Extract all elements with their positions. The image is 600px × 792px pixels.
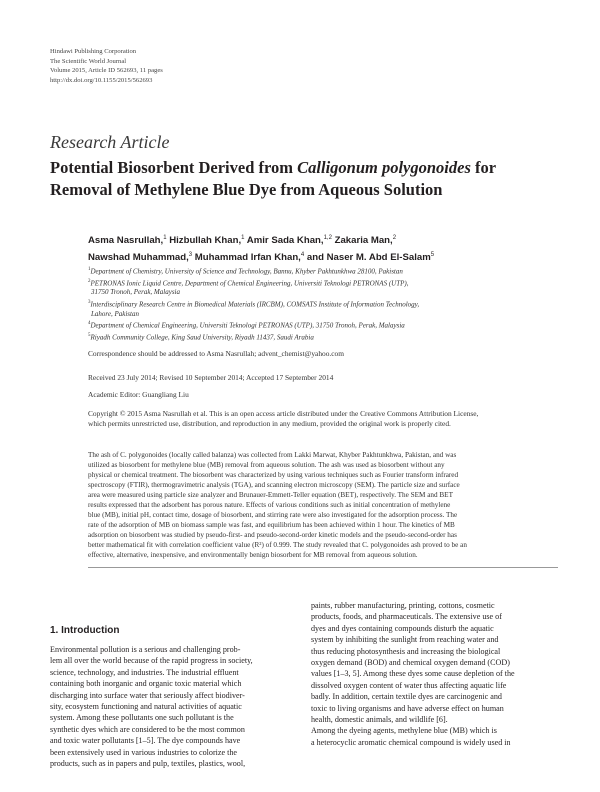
abstract (88, 450, 558, 561)
affiliation-mark: 4 (88, 321, 91, 327)
affiliation-text: Interdisciplinary Research Centre in Biomedical Materials (IRCBM), COMSATS Institute of Information Technology, (90, 300, 420, 309)
academic-editor: Academic Editor: Guangliang Liu (88, 390, 189, 399)
text-line: values [1–3, 5]. Among these dyes some cause depletion of the (311, 669, 515, 679)
abstract-line: blue (MB), initial pH, contact time, dosage of biosorbent, and stirring rate were also investigated for the adsorption process. The (88, 511, 458, 520)
author-name: Nawshad Muhammad, (88, 252, 189, 264)
abstract-line: rate of the adsorption of MB on biomass sample was fast, and equilibrium has been achieved within 1 hour. The kinetics of MB (88, 521, 455, 530)
author-affiliation-mark: 5 (430, 252, 435, 259)
title-part: Potential Biosorbent Derived from (50, 158, 298, 177)
paper-title (50, 157, 560, 201)
affiliation-mark: 1 (88, 267, 91, 272)
author-affiliation-mark: 1 (241, 235, 245, 241)
affiliation-line (88, 277, 558, 289)
title-line: Removal of Methylene Blue Dye from Aqueous Solution (50, 180, 443, 199)
author-name: Asma Nasrullah, (88, 235, 164, 247)
abstract-line: effective, alternative, inexpensive, and environmentally benign biosorbent for MB removal from aqueous solution. (88, 551, 418, 560)
text-line: been extensively used in various industries to colorize the (50, 747, 238, 757)
affiliation-line (88, 288, 558, 297)
affiliation-text: PETRONAS Ionic Liquid Centre, Department of Chemical Engineering, Universiti Teknologi PETRONAS (UTP), (90, 279, 409, 288)
affiliation-mark: 2 (88, 278, 91, 284)
affiliation-mark: 5 (88, 332, 91, 338)
text-line: Among the dyeing agents, methylene blue (MB) which is (311, 726, 497, 736)
affiliation-line (88, 265, 558, 277)
copyright-line: which permits unrestricted use, distribution, and reproduction in any medium, provided the original work is properly cited. (88, 419, 451, 428)
text-line: discharging into surface water that seriously affect biodiver- (50, 690, 245, 700)
author-list (88, 231, 558, 265)
title-part: for (470, 158, 497, 177)
correspondence: Correspondence should be addressed to Asma Nasrullah; advent_chemist@yahoo.com (88, 349, 344, 358)
abstract-line: adsorption on biosorbent was studied by pseudo-first- and pseudo-second-order kinetic models and the pseudo-second-order has (88, 531, 457, 540)
author-affiliation-mark: 2 (392, 235, 397, 241)
publisher: Hindawi Publishing Corporation (50, 48, 137, 55)
abstract-section (88, 450, 558, 568)
affiliation-text: Riyadh Community College, King Saud University, Riyadh 11437, Saudi Arabia (90, 333, 314, 342)
author-affiliation-mark: 1 (163, 235, 167, 241)
body-column-left (50, 644, 295, 769)
body-column-right (311, 600, 556, 748)
affiliation-list (88, 265, 558, 342)
affiliation-text: Department of Chemical Engineering, Universiti Teknologi PETRONAS (UTP), 31750 Tronoh, Perak, Malaysia (90, 321, 405, 330)
doi-link[interactable]: http://dx.doi.org/10.1155/2015/562693 (50, 76, 153, 84)
affiliation-line (88, 298, 558, 310)
text-line: badly. In addition, certain textile dyes are carcinogenic and (311, 692, 502, 702)
abstract-line: utilized as biosorbent for methylene blue (MB) removal from aqueous solution. The ash was used as biosorbent without any (88, 461, 445, 470)
text-line: products, such as in papers and pulp, textiles, plastics, wool, (50, 759, 246, 769)
abstract-line: results expressed that the adsorbent has porous nature. Effects of various conditions such as initial concentration of methylene (88, 501, 451, 510)
author-name: Amir Sada Khan, (244, 235, 324, 247)
text-line: science, technology, and industries. The industrial effluent (50, 667, 239, 677)
volume-info: Volume 2015, Article ID 562693, 11 pages (50, 67, 163, 75)
text-line: sity, ecosystem functioning and natural activities of aquatic (50, 702, 242, 712)
text-line: system. Among these pollutants one such pollutant is the (50, 713, 234, 723)
text-line: Environmental pollution is a serious and challenging prob- (50, 645, 241, 654)
affiliation-line (88, 331, 558, 343)
author-affiliation-mark: 4 (300, 252, 305, 259)
text-line: and toxic water pollutants [1–5]. The dye compounds have (50, 736, 241, 746)
text-line: dyes and dyes containing compounds disturb the aquatic (311, 623, 494, 633)
author-name: and Naser M. Abd El-Salam (304, 252, 431, 264)
abstract-line: physical or chemical treatment. The biosorbent was characterized by using various techniques such as Fourier transform infrared (88, 471, 459, 480)
author-name: Hizbullah Khan, (166, 235, 242, 247)
dates: Received 23 July 2014; Revised 10 September 2014; Accepted 17 September 2014 (88, 373, 334, 382)
affiliation-text: Department of Chemistry, University of Science and Technology, Bannu, Khyber Pakhtunkhwa 28100, Pakistan (90, 267, 403, 276)
text-line: health, domestic animals, and wildlife [6]. (311, 715, 448, 725)
journal-info (50, 47, 163, 85)
text-line: oxygen demand (BOD) and chemical oxygen demand (COD) (311, 658, 510, 668)
text-line: thus reducing photosynthesis and increasing the biological (311, 646, 501, 656)
affiliation-line (88, 310, 558, 319)
title-italic: Calligonum polygonoides (297, 158, 471, 177)
author-name: Zakaria Man, (331, 235, 393, 247)
copyright-line: Copyright © 2015 Asma Nasrullah et al. This is an open access article distributed under the Creative Commons Attribution License, (88, 409, 479, 418)
author-affiliation-mark: 1,2 (323, 235, 332, 241)
author-name: Muhammad Irfan Khan, (192, 252, 301, 264)
author-line (88, 248, 558, 265)
abstract-line: area were measured using particle size analyzer and Brunauer-Emmett-Teller equation (BET), respectively. The SEM and BET (88, 491, 453, 500)
copyright-notice (88, 409, 558, 429)
abstract-line: The ash of C. polygonoides (locally called balanza) was collected from Lakki Marwat, Khyber Pakhtunkhwa, Pakistan, and was (88, 451, 457, 459)
text-line: system by inhibiting the sunlight from reaching water and (311, 635, 499, 645)
affiliation-text: 31750 Tronoh, Perak, Malaysia (91, 288, 180, 297)
affiliation-mark: 3 (88, 299, 91, 305)
affiliation-text: Lahore, Pakistan (91, 309, 139, 318)
abstract-line: spectroscopy (FTIR), thermogravimetric analysis (TGA), and scanning electron microscopy (SEM). The particle size and surface (88, 481, 460, 490)
text-line: paints, rubber manufacturing, printing, cottons, cosmetic (311, 601, 495, 610)
author-line (88, 231, 558, 248)
text-line: dissolved oxygen content of water thus affecting aquatic life (311, 680, 507, 690)
text-line: a heterocyclic aromatic chemical compound is widely used in (311, 737, 511, 747)
text-line: products, foods, and pharmaceuticals. The extensive use of (311, 612, 502, 622)
abstract-line: better mathematical fit with correlation coefficient value (R²) of 0.999. The study revealed that C. polygonoides ash proved to be an (88, 541, 467, 550)
text-line: toxic to living organisms and have adverse effect on human (311, 703, 504, 713)
affiliation-line (88, 319, 558, 331)
journal-name: The Scientific World Journal (50, 57, 127, 65)
text-line: synthetic dyes which are considered to be the most common (50, 724, 245, 734)
section-heading: 1. Introduction (50, 625, 120, 636)
article-type: Research Article (50, 132, 170, 152)
text-line: lem all over the world because of the rapid progress in society, (50, 656, 253, 666)
author-affiliation-mark: 3 (188, 252, 193, 259)
text-line: containing both inorganic and organic toxic material which (50, 679, 242, 689)
